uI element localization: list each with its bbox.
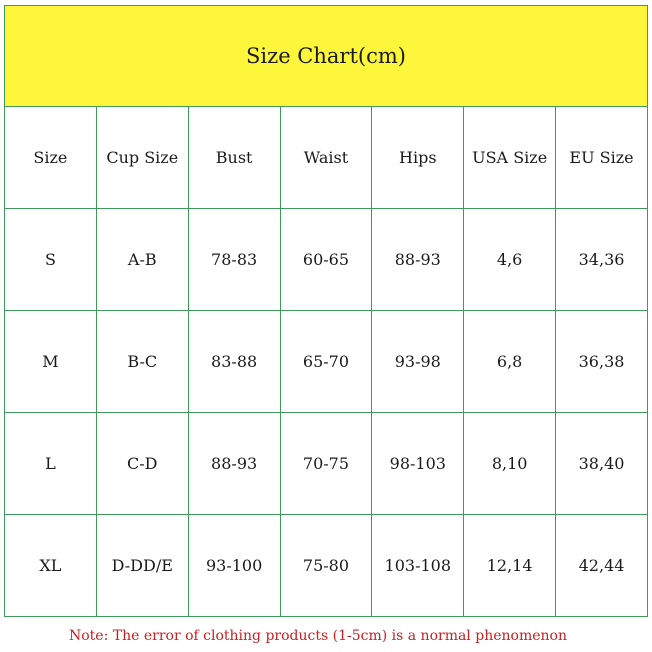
cell-hips: 93-98 — [372, 311, 464, 413]
header-waist: Waist — [280, 107, 372, 209]
cell-cup-size: B-C — [96, 311, 188, 413]
cell-bust: 93-100 — [188, 515, 280, 617]
header-cup-size: Cup Size — [96, 107, 188, 209]
table-row — [5, 311, 648, 413]
cell-eu-size: 38,40 — [556, 413, 648, 515]
table-row — [5, 209, 648, 311]
cell-waist: 75-80 — [280, 515, 372, 617]
cell-waist: 70-75 — [280, 413, 372, 515]
header-eu-size: EU Size — [556, 107, 648, 209]
cell-usa-size: 4,6 — [464, 209, 556, 311]
cell-size: M — [5, 311, 97, 413]
cell-cup-size: C-D — [96, 413, 188, 515]
cell-eu-size: 36,38 — [556, 311, 648, 413]
header-hips: Hips — [372, 107, 464, 209]
cell-hips: 103-108 — [372, 515, 464, 617]
cell-hips: 88-93 — [372, 209, 464, 311]
cell-usa-size: 8,10 — [464, 413, 556, 515]
header-usa-size: USA Size — [464, 107, 556, 209]
cell-cup-size: A-B — [96, 209, 188, 311]
table-row — [5, 413, 648, 515]
cell-eu-size: 42,44 — [556, 515, 648, 617]
cell-bust: 88-93 — [188, 413, 280, 515]
cell-size: XL — [5, 515, 97, 617]
cell-size: S — [5, 209, 97, 311]
table-row — [5, 515, 648, 617]
chart-title: Size Chart(cm) — [5, 6, 648, 107]
cell-usa-size: 6,8 — [464, 311, 556, 413]
tolerance-note: Note: The error of clothing products (1-5cm) is a normal phenomenon — [69, 628, 567, 644]
cell-eu-size: 34,36 — [556, 209, 648, 311]
cell-waist: 60-65 — [280, 209, 372, 311]
header-row — [5, 107, 648, 209]
cell-cup-size: D-DD/E — [96, 515, 188, 617]
header-size: Size — [5, 107, 97, 209]
cell-usa-size: 12,14 — [464, 515, 556, 617]
size-chart-table — [4, 5, 648, 617]
cell-bust: 83-88 — [188, 311, 280, 413]
cell-bust: 78-83 — [188, 209, 280, 311]
cell-hips: 98-103 — [372, 413, 464, 515]
title-row — [5, 6, 648, 107]
cell-waist: 65-70 — [280, 311, 372, 413]
header-bust: Bust — [188, 107, 280, 209]
cell-size: L — [5, 413, 97, 515]
